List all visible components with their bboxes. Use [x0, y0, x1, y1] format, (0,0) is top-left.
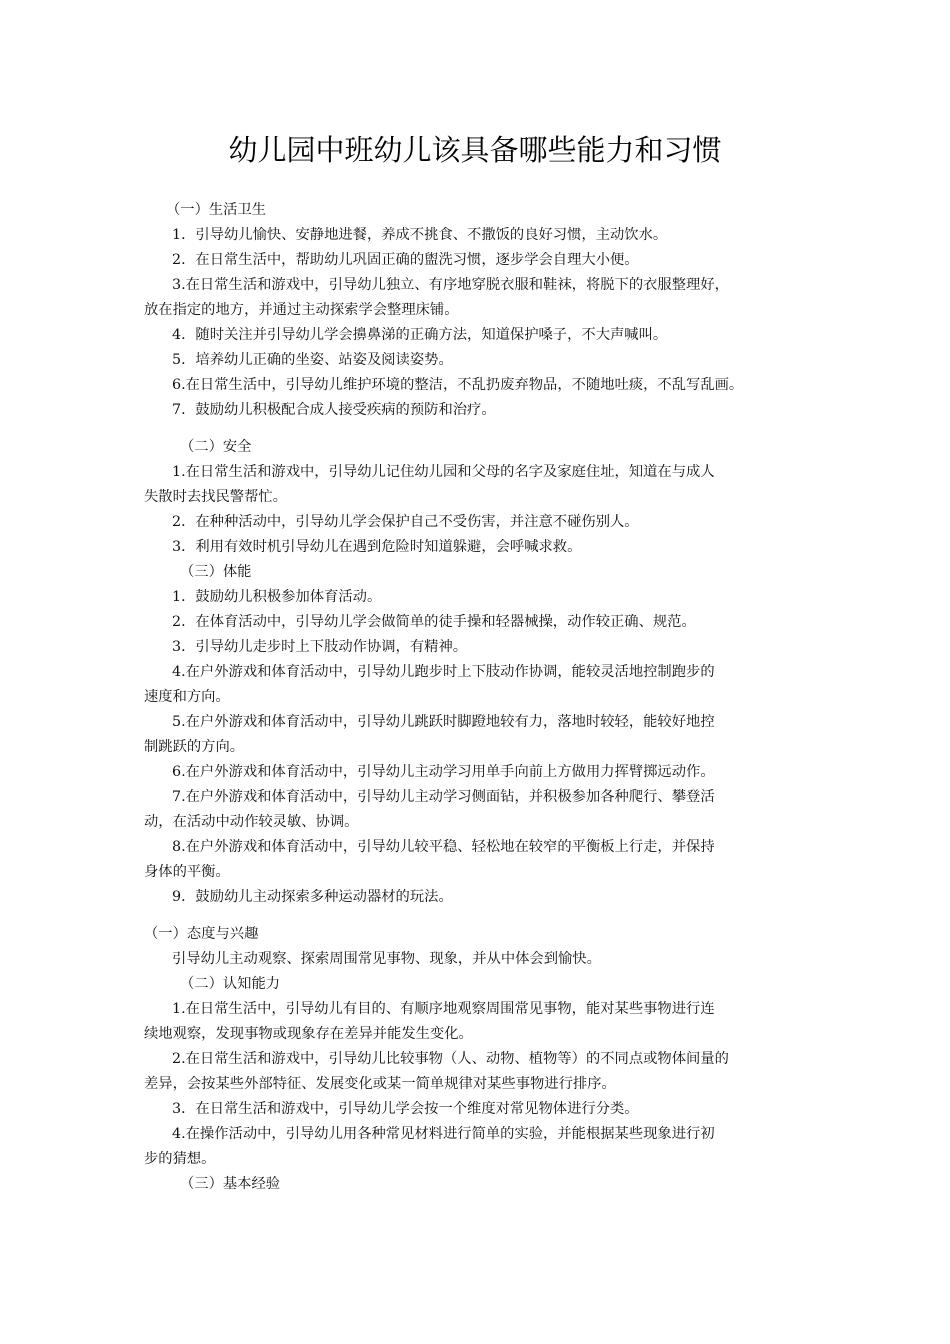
- paragraph-line: 9．鼓励幼儿主动探索多种运动器材的玩法。: [172, 889, 453, 905]
- paragraph-line: 2．在日常生活中，帮助幼儿巩固正确的盥洗习惯，逐步学会自理大小便。: [172, 252, 639, 268]
- paragraph-line: 2.在日常生活和游戏中，引导幼儿比较事物（人、动物、植物等）的不同点或物体间量的: [172, 1051, 729, 1067]
- paragraph-line: 4．随时关注并引导幼儿学会擤鼻涕的正确方法，知道保护嗓子，不大声喊叫。: [172, 327, 668, 343]
- paragraph-line: 1.在日常生活中，引导幼儿有目的、有顺序地观察周围常见事物，能对某些事物进行连: [172, 1001, 715, 1017]
- section-gap: [144, 910, 812, 922]
- paragraph-line: 5.在户外游戏和体育活动中，引导幼儿跳跃时脚蹬地较有力，落地时较轻，能较好地控: [172, 714, 715, 730]
- section-heading: （一）态度与兴趣: [144, 926, 259, 942]
- paragraph-line: 6.在户外游戏和体育活动中，引导幼儿主动学习用单手向前上方做用力挥臂掷远动作。: [172, 764, 715, 780]
- paragraph-line: 4.在操作活动中，引导幼儿用各种常见材料进行简单的实验，并能根据某些现象进行初: [172, 1126, 715, 1142]
- paragraph-line: 1．鼓励幼儿积极参加体育活动。: [172, 589, 382, 605]
- paragraph-line: 步的猜想。: [144, 1151, 216, 1167]
- paragraph-line: 差异，会按某些外部特征、发展变化或某一简单规律对某些事物进行排序。: [144, 1076, 616, 1092]
- paragraph-line: 速度和方向。: [144, 689, 230, 705]
- paragraph-line: 续地观察，发现事物或现象存在差异并能发生变化。: [144, 1026, 473, 1042]
- paragraph-line: 失散时去找民警帮忙。: [144, 489, 287, 505]
- document-body: [144, 198, 812, 1197]
- paragraph-line: 7.在户外游戏和体育活动中，引导幼儿主动学习侧面钻，并积极参加各种爬行、攀登活: [172, 789, 715, 805]
- paragraph-line: 引导幼儿主动观察、探索周围常见事物、现象，并从中体会到愉快。: [172, 951, 601, 967]
- section-gap: [144, 423, 812, 435]
- document-title: 幼儿园中班幼儿该具备哪些能力和习惯: [228, 133, 722, 167]
- section-heading: （一）生活卫生: [166, 202, 267, 218]
- paragraph-line: 制跳跃的方向。: [144, 739, 245, 755]
- paragraph-line: 3．引导幼儿走步时上下肢动作协调，有精神。: [172, 639, 468, 655]
- paragraph-line: 2．在种种活动中，引导幼儿学会保护自己不受伤害，并注意不碰伤别人。: [172, 514, 639, 530]
- paragraph-line: 7．鼓励幼儿积极配合成人接受疾病的预防和治疗。: [172, 402, 496, 418]
- paragraph-line: 2．在体育活动中，引导幼儿学会做简单的徒手操和轻器械操，动作较正确、规范。: [172, 614, 696, 630]
- paragraph-line: 4.在户外游戏和体育活动中，引导幼儿跑步时上下肢动作协调，能较灵活地控制跑步的: [172, 664, 715, 680]
- section-heading: （三）基本经验: [180, 1176, 281, 1192]
- paragraph-line: 1.在日常生活和游戏中，引导幼儿记住幼儿园和父母的名字及家庭住址，知道在与成人: [172, 464, 715, 480]
- section-heading: （二）安全: [180, 439, 252, 455]
- paragraph-line: 8.在户外游戏和体育活动中，引导幼儿较平稳、轻松地在较窄的平衡板上行走，并保持: [172, 839, 715, 855]
- paragraph-line: 1．引导幼儿愉快、安静地进餐，养成不挑食、不撒饭的良好习惯，主动饮水。: [172, 227, 668, 243]
- section-heading: （二）认知能力: [180, 976, 281, 992]
- paragraph-line: 身体的平衡。: [144, 864, 230, 880]
- paragraph-line: 6.在日常生活中，引导幼儿维护环境的整洁，不乱扔废弃物品，不随地吐痰，不乱写乱画。: [172, 377, 744, 393]
- paragraph-line: 动，在活动中动作较灵敏、协调。: [144, 814, 359, 830]
- paragraph-line: 3．在日常生活和游戏中，引导幼儿学会按一个维度对常见物体进行分类。: [172, 1101, 639, 1117]
- paragraph-line: 5．培养幼儿正确的坐姿、站姿及阅读姿势。: [172, 352, 453, 368]
- paragraph-line: 3．利用有效时机引导幼儿在遇到危险时知道躲避，会呼喊求救。: [172, 539, 582, 555]
- paragraph-line: 3.在日常生活和游戏中，引导幼儿独立、有序地穿脱衣服和鞋袜，将脱下的衣服整理好，: [172, 277, 729, 293]
- section-heading: （三）体能: [180, 564, 252, 580]
- paragraph-line: 放在指定的地方，并通过主动探索学会整理床铺。: [144, 302, 459, 318]
